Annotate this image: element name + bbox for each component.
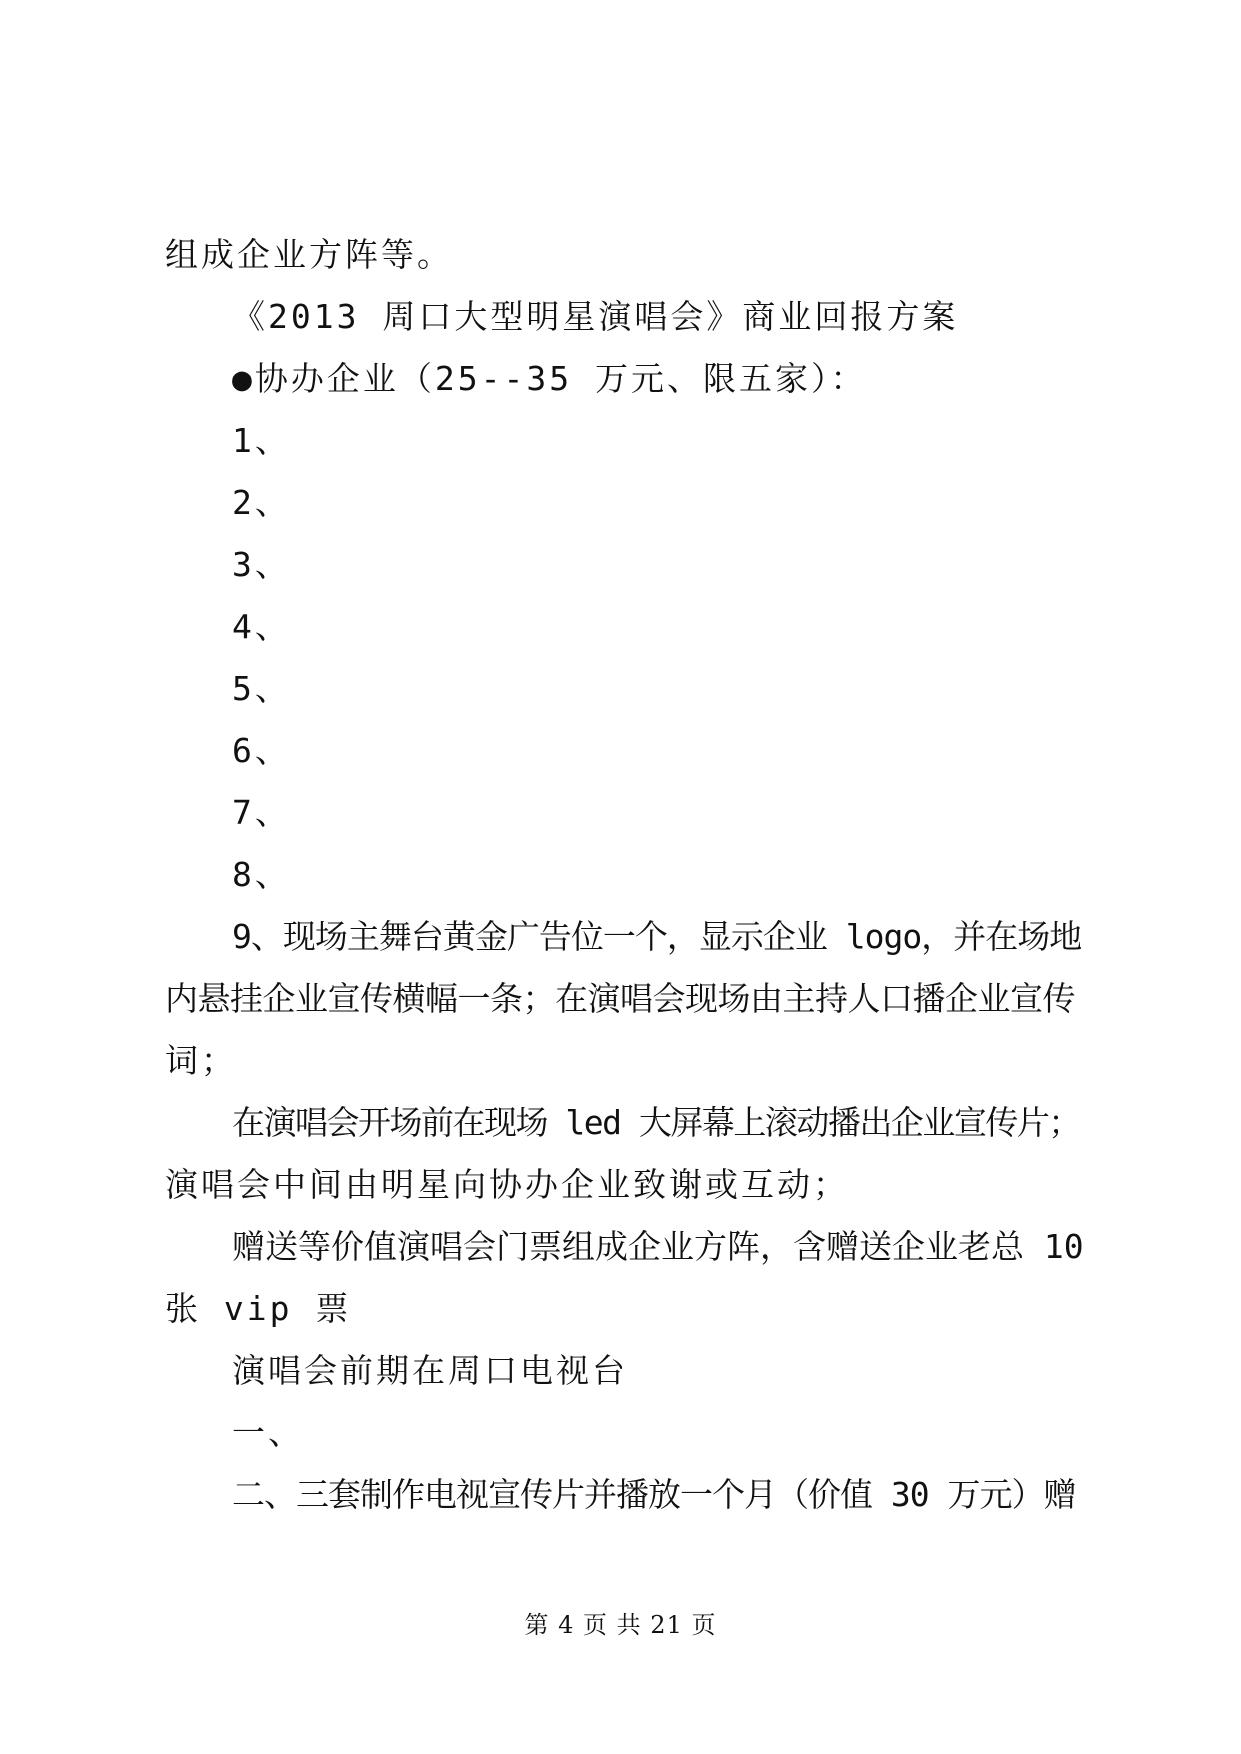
text-line: 二、三套制作电视宣传片并播放一个月（价值 30 万元）赠 — [232, 1475, 1076, 1514]
text-line: ●协办企业（25--35 万元、限五家）： — [232, 359, 867, 398]
list-item: 一、 — [232, 1413, 304, 1452]
list-item: 5、 — [232, 669, 291, 708]
list-item: 8、 — [232, 855, 291, 894]
list-item: 6、 — [232, 731, 291, 770]
list-item: 7、 — [232, 793, 291, 832]
text-line: 张 vip 票 — [165, 1289, 352, 1328]
text-line: 演唱会前期在周口电视台 — [232, 1351, 628, 1390]
list-item: 9、现场主舞台黄金广告位一个，显示企业 logo，并在场地 — [232, 917, 1082, 956]
text-line: 组成企业方阵等。 — [165, 235, 453, 274]
text-line: 内悬挂企业宣传横幅一条；在演唱会现场由主持人口播企业宣传 — [165, 979, 1075, 1018]
page-number: 第 4 页 共 21 页 — [524, 1611, 717, 1639]
text-line: 演唱会中间由明星向协办企业致谢或互动； — [165, 1165, 849, 1204]
text-line: 词； — [165, 1041, 237, 1080]
list-item: 2、 — [232, 483, 291, 522]
section-title: 《2013 周口大型明星演唱会》商业回报方案 — [232, 297, 959, 336]
text-line: 赠送等价值演唱会门票组成企业方阵，含赠送企业老总 10 — [232, 1227, 1084, 1266]
list-item: 1、 — [232, 421, 291, 460]
text-line: 在演唱会开场前在现场 led 大屏幕上滚动播出企业宣传片； — [232, 1103, 1080, 1142]
list-item: 4、 — [232, 607, 291, 646]
list-item: 3、 — [232, 545, 291, 584]
